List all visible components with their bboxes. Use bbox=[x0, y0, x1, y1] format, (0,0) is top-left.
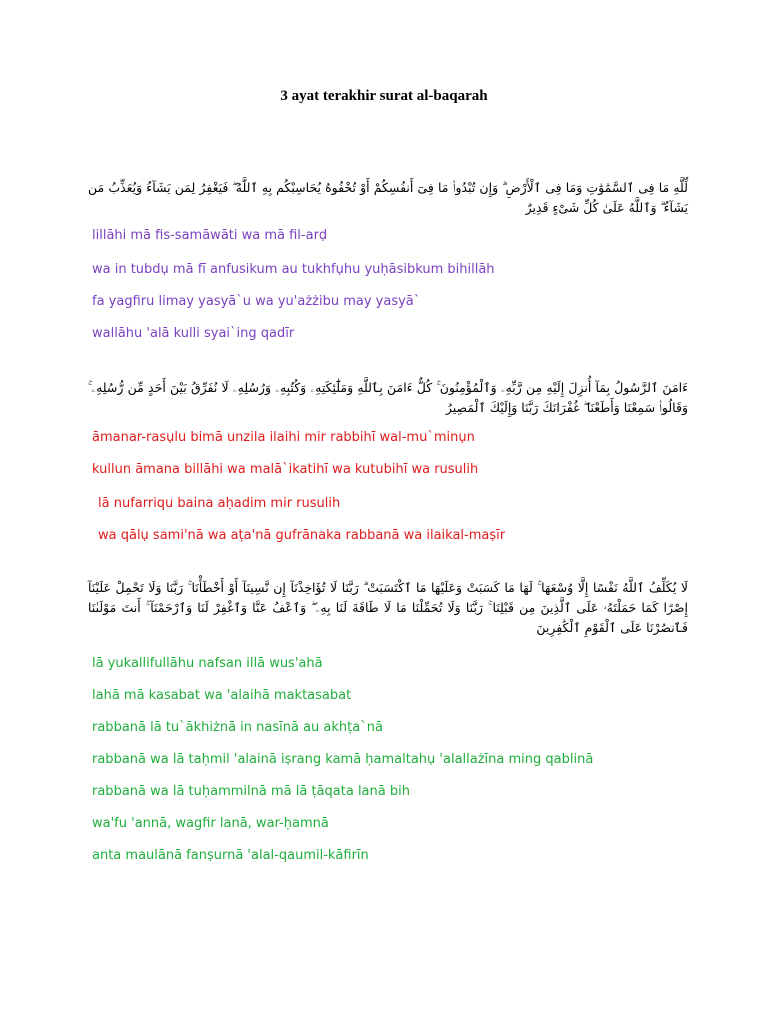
arabic-verse-284: لِّلَّهِ مَا فِى ٱلسَّمَٰوَٰتِ وَمَا فِى ٱلْأَرْضِ ۗ وَإِن تُبْدُوا۟ مَا فِىٓ أَنفُسِكُمْ أَوْ تُخْفُوهُ يُحَاسِبْكُم بِهِ ٱللَّهُ ۖ فَيَغْفِرُ لِمَن يَشَآءُ وَيُعَذِّبُ مَن يَشَآءُ ۗ وَٱللَّهُ عَلَىٰ كُلِّ شَىْءٍ قَدِيرٌ bbox=[88, 180, 688, 215]
page-title: 3 ayat terakhir surat al-baqarah bbox=[280, 88, 488, 104]
transliteration-line: lā nufarriqu baina aḥadim mir rusulih bbox=[98, 496, 341, 511]
transliteration-line: rabbanā lā tu`ākhiżnā in nasīnā au akhṭa`nā bbox=[92, 720, 383, 735]
transliteration-line: rabbanā wa lā taḥmil 'alainā iṣrang kamā ḥamaltahụ 'alallażīna ming qablinā bbox=[92, 752, 594, 767]
transliteration-line: wallāhu 'alā kulli syai`ing qadīr bbox=[92, 326, 295, 341]
transliteration-line: kullun āmana billāhi wa malā`ikatihī wa kutubihī wa rusulih bbox=[92, 462, 479, 477]
transliteration-line: āmanar-rasụlu bimā unzila ilaihi mir rabbihī wal-mu`minụn bbox=[92, 430, 475, 445]
transliteration-line: lā yukallifullāhu nafsan illā wus'ahā bbox=[92, 656, 323, 671]
transliteration-line: rabbanā wa lā tuḥammilnā mā lā ṭāqata lanā bih bbox=[92, 784, 410, 799]
transliteration-line: fa yagfiru limay yasyā`u wa yu'ażżibu may yasyā` bbox=[92, 294, 421, 309]
transliteration-line: lillāhi mā fis-samāwāti wa mā fil-arḍ bbox=[92, 228, 328, 243]
transliteration-line: anta maulānā fanṣurnā 'alal-qaumil-kāfirīn bbox=[92, 848, 369, 863]
transliteration-line: wa'fu 'annā, wagfir lanā, war-ḥamnā bbox=[92, 816, 329, 831]
transliteration-line: wa qālụ sami'nā wa aṭa'nā gufrānaka rabbanā wa ilaikal-maṣīr bbox=[98, 528, 506, 543]
transliteration-line: wa in tubdụ mā fī anfusikum au tukhfụhu yuḥāsibkum bihillāh bbox=[92, 262, 495, 277]
arabic-verse-285: ءَامَنَ ٱلرَّسُولُ بِمَآ أُنزِلَ إِلَيْهِ مِن رَّبِّهِۦ وَٱلْمُؤْمِنُونَ ۚ كُلٌّ ءَامَنَ بِٱللَّهِ وَمَلَٰٓئِكَتِهِۦ وَكُتُبِهِۦ وَرُسُلِهِۦ لَا نُفَرِّقُ بَيْنَ أَحَدٍ مِّن رُّسُلِهِۦ ۚ وَقَالُوا۟ سَمِعْنَا وَأَطَعْنَا ۖ غُفْرَانَكَ رَبَّنَا وَإِلَيْكَ ٱلْمَصِيرُ bbox=[88, 380, 688, 415]
transliteration-line: lahā mā kasabat wa 'alaihā maktasabat bbox=[92, 688, 352, 703]
arabic-verse-286: لَا يُكَلِّفُ ٱللَّهُ نَفْسًا إِلَّا وُسْعَهَا ۚ لَهَا مَا كَسَبَتْ وَعَلَيْهَا مَا ٱكْتَسَبَتْ ۗ رَبَّنَا لَا تُؤَاخِذْنَآ إِن نَّسِينَآ أَوْ أَخْطَأْنَا ۚ رَبَّنَا وَلَا تَحْمِلْ عَلَيْنَآ إِصْرًا كَمَا حَمَلْتَهُۥ عَلَى ٱلَّذِينَ مِن قَبْلِنَا ۚ رَبَّنَا وَلَا تُحَمِّلْنَا مَا لَا طَاقَةَ لَنَا بِهِۦ ۖ وَٱعْفُ عَنَّا وَٱغْفِرْ لَنَا وَٱرْحَمْنَآ ۚ أَنتَ مَوْلَىٰنَا فَٱنصُرْنَا عَلَى ٱلْقَوْمِ ٱلْكَٰفِرِينَ bbox=[88, 580, 688, 635]
